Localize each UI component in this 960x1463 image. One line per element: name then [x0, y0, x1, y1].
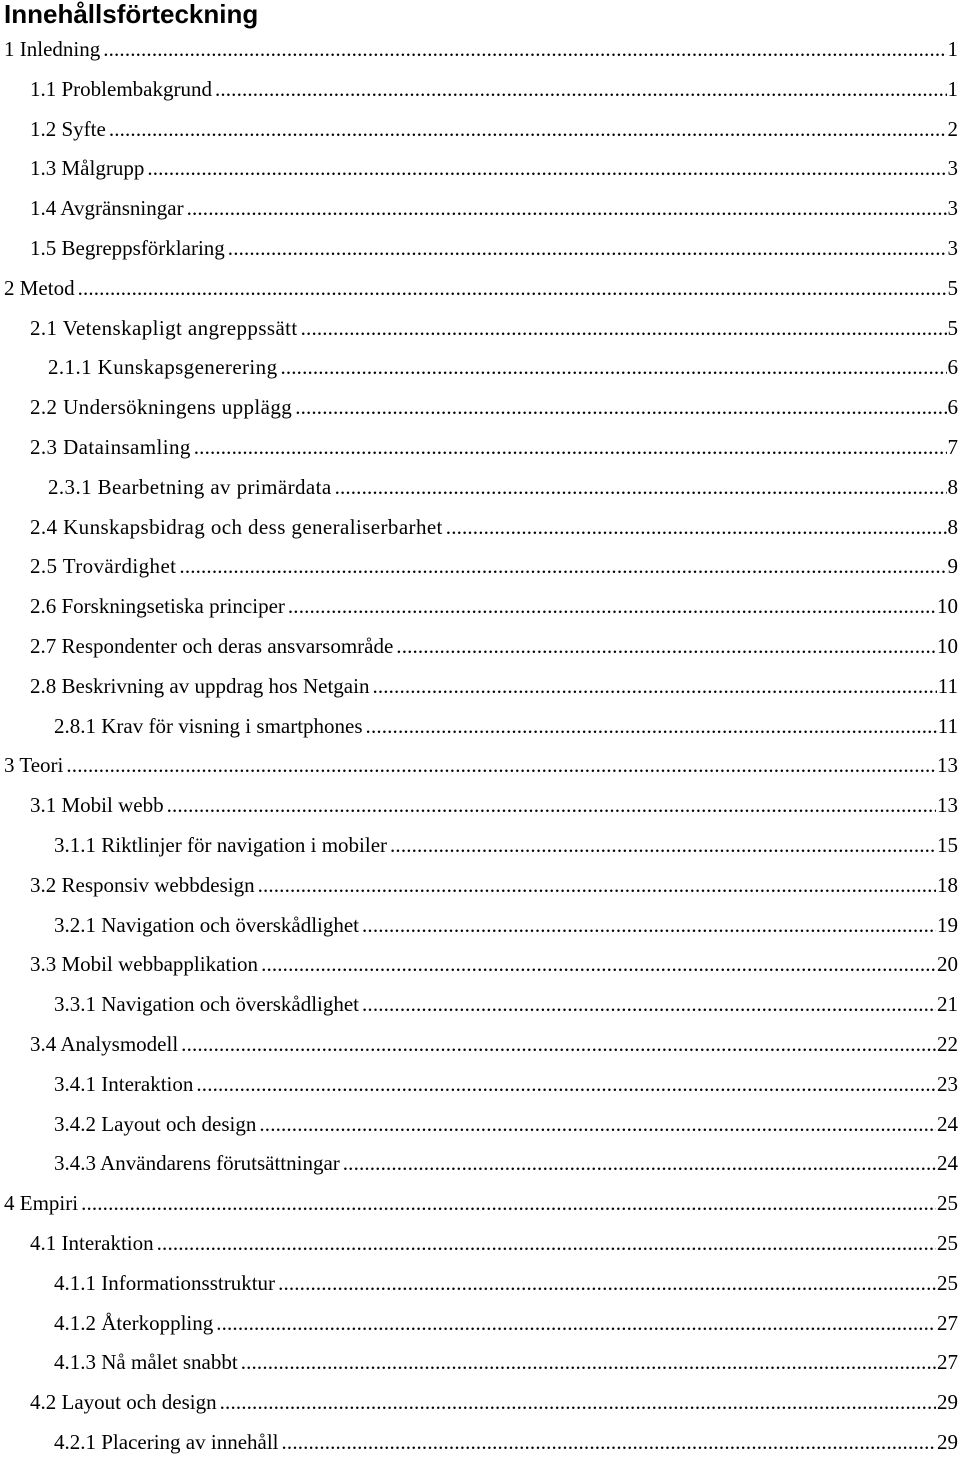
toc-entry-label: 2.1 Vetenskapligt angreppssätt [30, 315, 298, 340]
toc-page-number: 10 [937, 633, 958, 658]
toc-page-number: 20 [937, 952, 958, 977]
toc-entry[interactable] [0, 985, 960, 1025]
toc-entry-label: 4.1.1 Informationsstruktur [54, 1270, 276, 1295]
toc-entry[interactable] [0, 906, 960, 946]
toc-dot-leader [179, 547, 946, 587]
toc-page-number: 3 [947, 196, 958, 221]
toc-entry[interactable] [0, 269, 960, 309]
toc-dot-leader [187, 189, 947, 229]
toc-dot-leader [220, 1383, 936, 1423]
toc-entry-label: 1.2 Syfte [30, 116, 106, 141]
toc-entry-label: 4.2.1 Placering av innehåll [54, 1429, 279, 1454]
toc-page-number: 29 [937, 1390, 958, 1415]
toc-dot-leader [446, 508, 947, 548]
toc-page-number: 15 [937, 832, 958, 857]
toc-entry-label: 1.3 Målgrupp [30, 156, 145, 181]
toc-page-number: 1 [947, 37, 958, 61]
toc-entry[interactable] [0, 547, 960, 587]
toc-dot-leader [258, 866, 936, 906]
toc-entry[interactable] [0, 1184, 960, 1224]
toc-entry[interactable] [0, 348, 960, 388]
toc-entry[interactable] [0, 468, 960, 508]
toc-entry-label: 4 Empiri [4, 1191, 79, 1216]
toc-entry-label: 3.4.3 Användarens förutsättningar [54, 1151, 340, 1176]
toc-entry-label: 3.2.1 Navigation och överskådlighet [54, 912, 360, 937]
toc-entry-label: 1.5 Begreppsförklaring [30, 235, 225, 260]
toc-page-number: 5 [947, 315, 958, 340]
toc-entry-label: 4.1.3 Nå målet snabbt [54, 1350, 238, 1375]
toc-page-number: 21 [937, 992, 958, 1017]
toc-page-number: 19 [937, 912, 958, 937]
toc-page-number: 23 [937, 1071, 958, 1096]
toc-entry-label: 3.3.1 Navigation och överskådlighet [54, 992, 360, 1017]
toc-dot-leader [109, 110, 947, 150]
toc-dot-leader [278, 1264, 936, 1304]
toc-page-number: 25 [937, 1230, 958, 1255]
toc-dot-leader [215, 70, 947, 110]
toc-entry-label: 3.4 Analysmodell [30, 1031, 179, 1056]
toc-page-number: 1 [947, 76, 958, 101]
toc-dot-leader [103, 30, 946, 70]
toc-entry-label: 2.3 Datainsamling [30, 434, 191, 459]
toc-entry[interactable] [0, 1025, 960, 1065]
toc-page-number: 27 [937, 1350, 958, 1375]
toc-dot-leader [282, 1423, 936, 1463]
toc-entry[interactable] [0, 746, 960, 786]
toc-entry-label: 2.8 Beskrivning av uppdrag hos Netgain [30, 673, 370, 698]
toc-entry[interactable] [0, 1224, 960, 1264]
toc-dot-leader [390, 826, 936, 866]
table-of-contents [0, 30, 960, 1463]
toc-page-number: 7 [947, 434, 958, 459]
toc-entry-label: 3.1.1 Riktlinjer för navigation i mobiler [54, 832, 388, 857]
toc-page-number: 25 [937, 1270, 958, 1295]
toc-dot-leader [362, 906, 936, 946]
toc-entry[interactable] [0, 786, 960, 826]
toc-dot-leader [295, 388, 946, 428]
toc-entry-label: 1.4 Avgränsningar [30, 196, 184, 221]
toc-entry[interactable] [0, 826, 960, 866]
toc-entry-label: 2.2 Undersökningens upplägg [30, 395, 293, 420]
toc-entry-label: 2.6 Forskningsetiska principer [30, 594, 285, 619]
toc-entry-label: 4.1 Interaktion [30, 1230, 154, 1255]
toc-dot-leader [261, 945, 936, 985]
toc-entry[interactable] [0, 1343, 960, 1383]
toc-entry-label: 3.2 Responsiv webbdesign [30, 872, 255, 897]
toc-dot-leader [335, 468, 947, 508]
toc-page-number: 6 [947, 395, 958, 420]
toc-page-number: 13 [937, 753, 958, 778]
toc-dot-leader [78, 269, 947, 309]
toc-page-number: 11 [937, 673, 958, 698]
toc-entry-label: 2.8.1 Krav för visning i smartphones [54, 713, 363, 738]
toc-entry-label: 3.1 Mobil webb [30, 793, 164, 818]
toc-page-number: 9 [947, 554, 958, 579]
toc-page-number: 2 [947, 116, 958, 141]
toc-entry[interactable] [0, 1264, 960, 1304]
toc-entry-label: 2 Metod [4, 275, 75, 300]
toc-entry[interactable] [0, 587, 960, 627]
toc-dot-leader [362, 985, 936, 1025]
toc-entry[interactable] [0, 309, 960, 349]
toc-dot-leader [157, 1224, 936, 1264]
toc-dot-leader [167, 786, 936, 826]
toc-dot-leader [194, 428, 947, 468]
toc-dot-leader [372, 667, 936, 707]
toc-page-number: 24 [937, 1111, 958, 1136]
toc-page-number: 11 [937, 713, 958, 738]
toc-page-number: 24 [937, 1151, 958, 1176]
toc-entry[interactable] [0, 30, 960, 70]
page-title: Innehållsförteckning [4, 0, 259, 29]
toc-page-number: 10 [937, 594, 958, 619]
toc-entry[interactable] [0, 110, 960, 150]
toc-entry[interactable] [0, 707, 960, 747]
toc-entry[interactable] [0, 428, 960, 468]
toc-dot-leader [288, 587, 936, 627]
toc-dot-leader [301, 309, 947, 349]
toc-page-number: 8 [947, 474, 958, 499]
toc-dot-leader [228, 229, 947, 269]
toc-entry-label: 2.1.1 Kunskapsgenerering [48, 355, 278, 380]
toc-entry[interactable] [0, 667, 960, 707]
toc-dot-leader [216, 1304, 936, 1344]
toc-page-number: 3 [947, 235, 958, 260]
toc-dot-leader [366, 707, 937, 747]
toc-entry-label: 2.4 Kunskapsbidrag och dess generaliserbarhet [30, 514, 443, 539]
toc-entry[interactable] [0, 1065, 960, 1105]
toc-dot-leader [241, 1343, 936, 1383]
toc-entry-label: 2.5 Trovärdighet [30, 554, 177, 579]
toc-page-number: 25 [937, 1191, 958, 1216]
toc-dot-leader [81, 1184, 936, 1224]
toc-page-number: 8 [947, 514, 958, 539]
toc-dot-leader [259, 1105, 936, 1145]
toc-entry[interactable] [0, 189, 960, 229]
toc-dot-leader [181, 1025, 936, 1065]
toc-dot-leader [147, 149, 946, 189]
toc-entry-label: 2.3.1 Bearbetning av primärdata [48, 474, 332, 499]
toc-dot-leader [396, 627, 936, 667]
toc-entry[interactable] [0, 1144, 960, 1184]
toc-dot-leader [196, 1065, 936, 1105]
toc-entry[interactable] [0, 70, 960, 110]
toc-entry[interactable] [0, 1383, 960, 1423]
toc-entry[interactable] [0, 945, 960, 985]
toc-entry[interactable] [0, 1423, 960, 1463]
toc-dot-leader [343, 1144, 936, 1184]
toc-entry[interactable] [0, 149, 960, 189]
toc-page-number: 22 [937, 1031, 958, 1056]
toc-entry-label: 1.1 Problembakgrund [30, 76, 212, 101]
toc-entry-label: 3.4.2 Layout och design [54, 1111, 257, 1136]
toc-page-number: 27 [937, 1310, 958, 1335]
toc-page-number: 5 [947, 275, 958, 300]
toc-entry-label: 3.4.1 Interaktion [54, 1071, 194, 1096]
toc-entry[interactable] [0, 388, 960, 428]
toc-entry-label: 4.2 Layout och design [30, 1390, 217, 1415]
toc-entry-label: 1 Inledning [4, 37, 101, 61]
toc-entry[interactable] [0, 1105, 960, 1145]
toc-page-number: 6 [947, 355, 958, 380]
toc-page-number: 18 [937, 872, 958, 897]
toc-entry-label: 4.1.2 Återkoppling [54, 1310, 214, 1335]
toc-page-number: 3 [947, 156, 958, 181]
toc-dot-leader [66, 746, 936, 786]
toc-entry-label: 2.7 Respondenter och deras ansvarsområde [30, 633, 394, 658]
toc-page-number: 13 [937, 793, 958, 818]
toc-dot-leader [280, 348, 946, 388]
toc-entry[interactable] [0, 229, 960, 269]
toc-entry[interactable] [0, 508, 960, 548]
toc-entry-label: 3 Teori [4, 753, 64, 778]
toc-page-number: 29 [937, 1429, 958, 1454]
toc-entry[interactable] [0, 627, 960, 667]
toc-entry[interactable] [0, 866, 960, 906]
toc-entry-label: 3.3 Mobil webbapplikation [30, 952, 259, 977]
toc-entry[interactable] [0, 1304, 960, 1344]
